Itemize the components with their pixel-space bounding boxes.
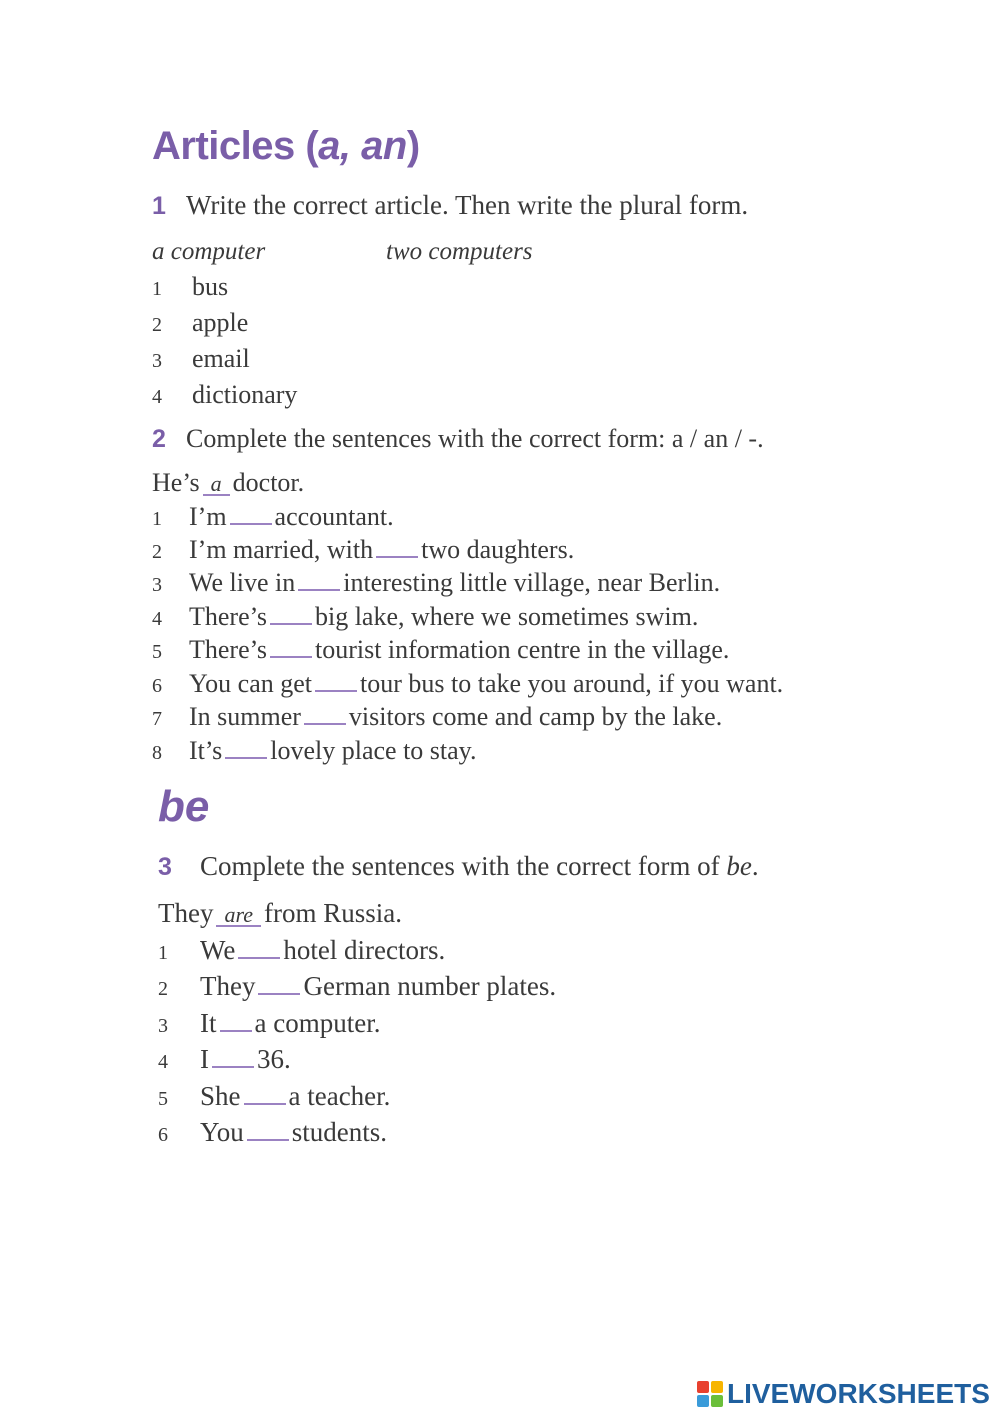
list-item: 7 In summer visitors come and camp by the lake. <box>152 702 723 731</box>
answer-blank[interactable] <box>315 670 357 692</box>
list-item: 1 We hotel directors. <box>158 935 446 965</box>
answer-blank[interactable] <box>212 1046 254 1068</box>
list-item: 5 She a teacher. <box>158 1081 391 1111</box>
answer-blank[interactable] <box>230 503 272 525</box>
answer-blank[interactable] <box>270 603 312 625</box>
list-item: 1 I’m accountant. <box>152 502 394 531</box>
list-item: 6 You students. <box>158 1117 388 1147</box>
exercise-number: 2 <box>152 425 166 453</box>
answer-blank[interactable] <box>376 536 418 558</box>
exercise-number: 1 <box>152 192 166 220</box>
exercise-3-instruction: 3 Complete the sentences with the correct form of be. <box>158 851 759 881</box>
list-item: 3 It a computer. <box>158 1008 381 1038</box>
answer-blank-filled: a <box>203 474 230 496</box>
answer-blank[interactable] <box>247 1119 289 1141</box>
list-item: 4 I 36. <box>158 1044 291 1074</box>
answer-blank[interactable] <box>304 703 346 725</box>
list-item: 3 We live in interesting little village, near Berlin. <box>152 568 721 597</box>
page-title: Articles (a, an) <box>152 124 420 168</box>
list-item: 2 I’m married, with two daughters. <box>152 535 575 564</box>
exercise-2-example: He’s a doctor. <box>152 468 305 497</box>
list-item: 4 dictionary <box>152 380 298 409</box>
answer-blank[interactable] <box>238 937 280 959</box>
list-item: 2 apple <box>152 308 249 337</box>
list-item: 4 There’s big lake, where we sometimes swim. <box>152 602 699 631</box>
section-heading-be: be <box>158 782 210 831</box>
exercise-1-example-plural: two computers <box>386 238 533 265</box>
exercise-number: 3 <box>158 853 172 881</box>
exercise-1-example: a computer <box>152 238 266 265</box>
answer-blank[interactable] <box>270 636 312 658</box>
list-item: 1 bus <box>152 272 229 301</box>
exercise-2-instruction: 2 Complete the sentences with the correct form: a / an / -. <box>152 424 764 453</box>
exercise-3-example: They are from Russia. <box>158 898 402 928</box>
exercise-1-instruction: 1 Write the correct article. Then write the plural form. <box>152 190 749 220</box>
list-item: 8 It’s lovely place to stay. <box>152 736 477 765</box>
answer-blank[interactable] <box>225 737 267 759</box>
liveworksheets-logo <box>697 1378 990 1410</box>
answer-blank[interactable] <box>220 1010 252 1032</box>
answer-blank[interactable] <box>298 569 340 591</box>
list-item: 2 They German number plates. <box>158 971 557 1001</box>
answer-blank[interactable] <box>244 1083 286 1105</box>
list-item: 3 email <box>152 344 250 373</box>
list-item: 5 There’s tourist information centre in the village. <box>152 635 730 664</box>
answer-blank[interactable] <box>258 973 300 995</box>
logo-text: LIVEWORKSHEETS <box>727 1378 990 1409</box>
logo-icon <box>697 1381 723 1407</box>
list-item: 6 You can get tour bus to take you around, if you want. <box>152 669 784 698</box>
answer-blank-filled: are <box>216 905 261 927</box>
